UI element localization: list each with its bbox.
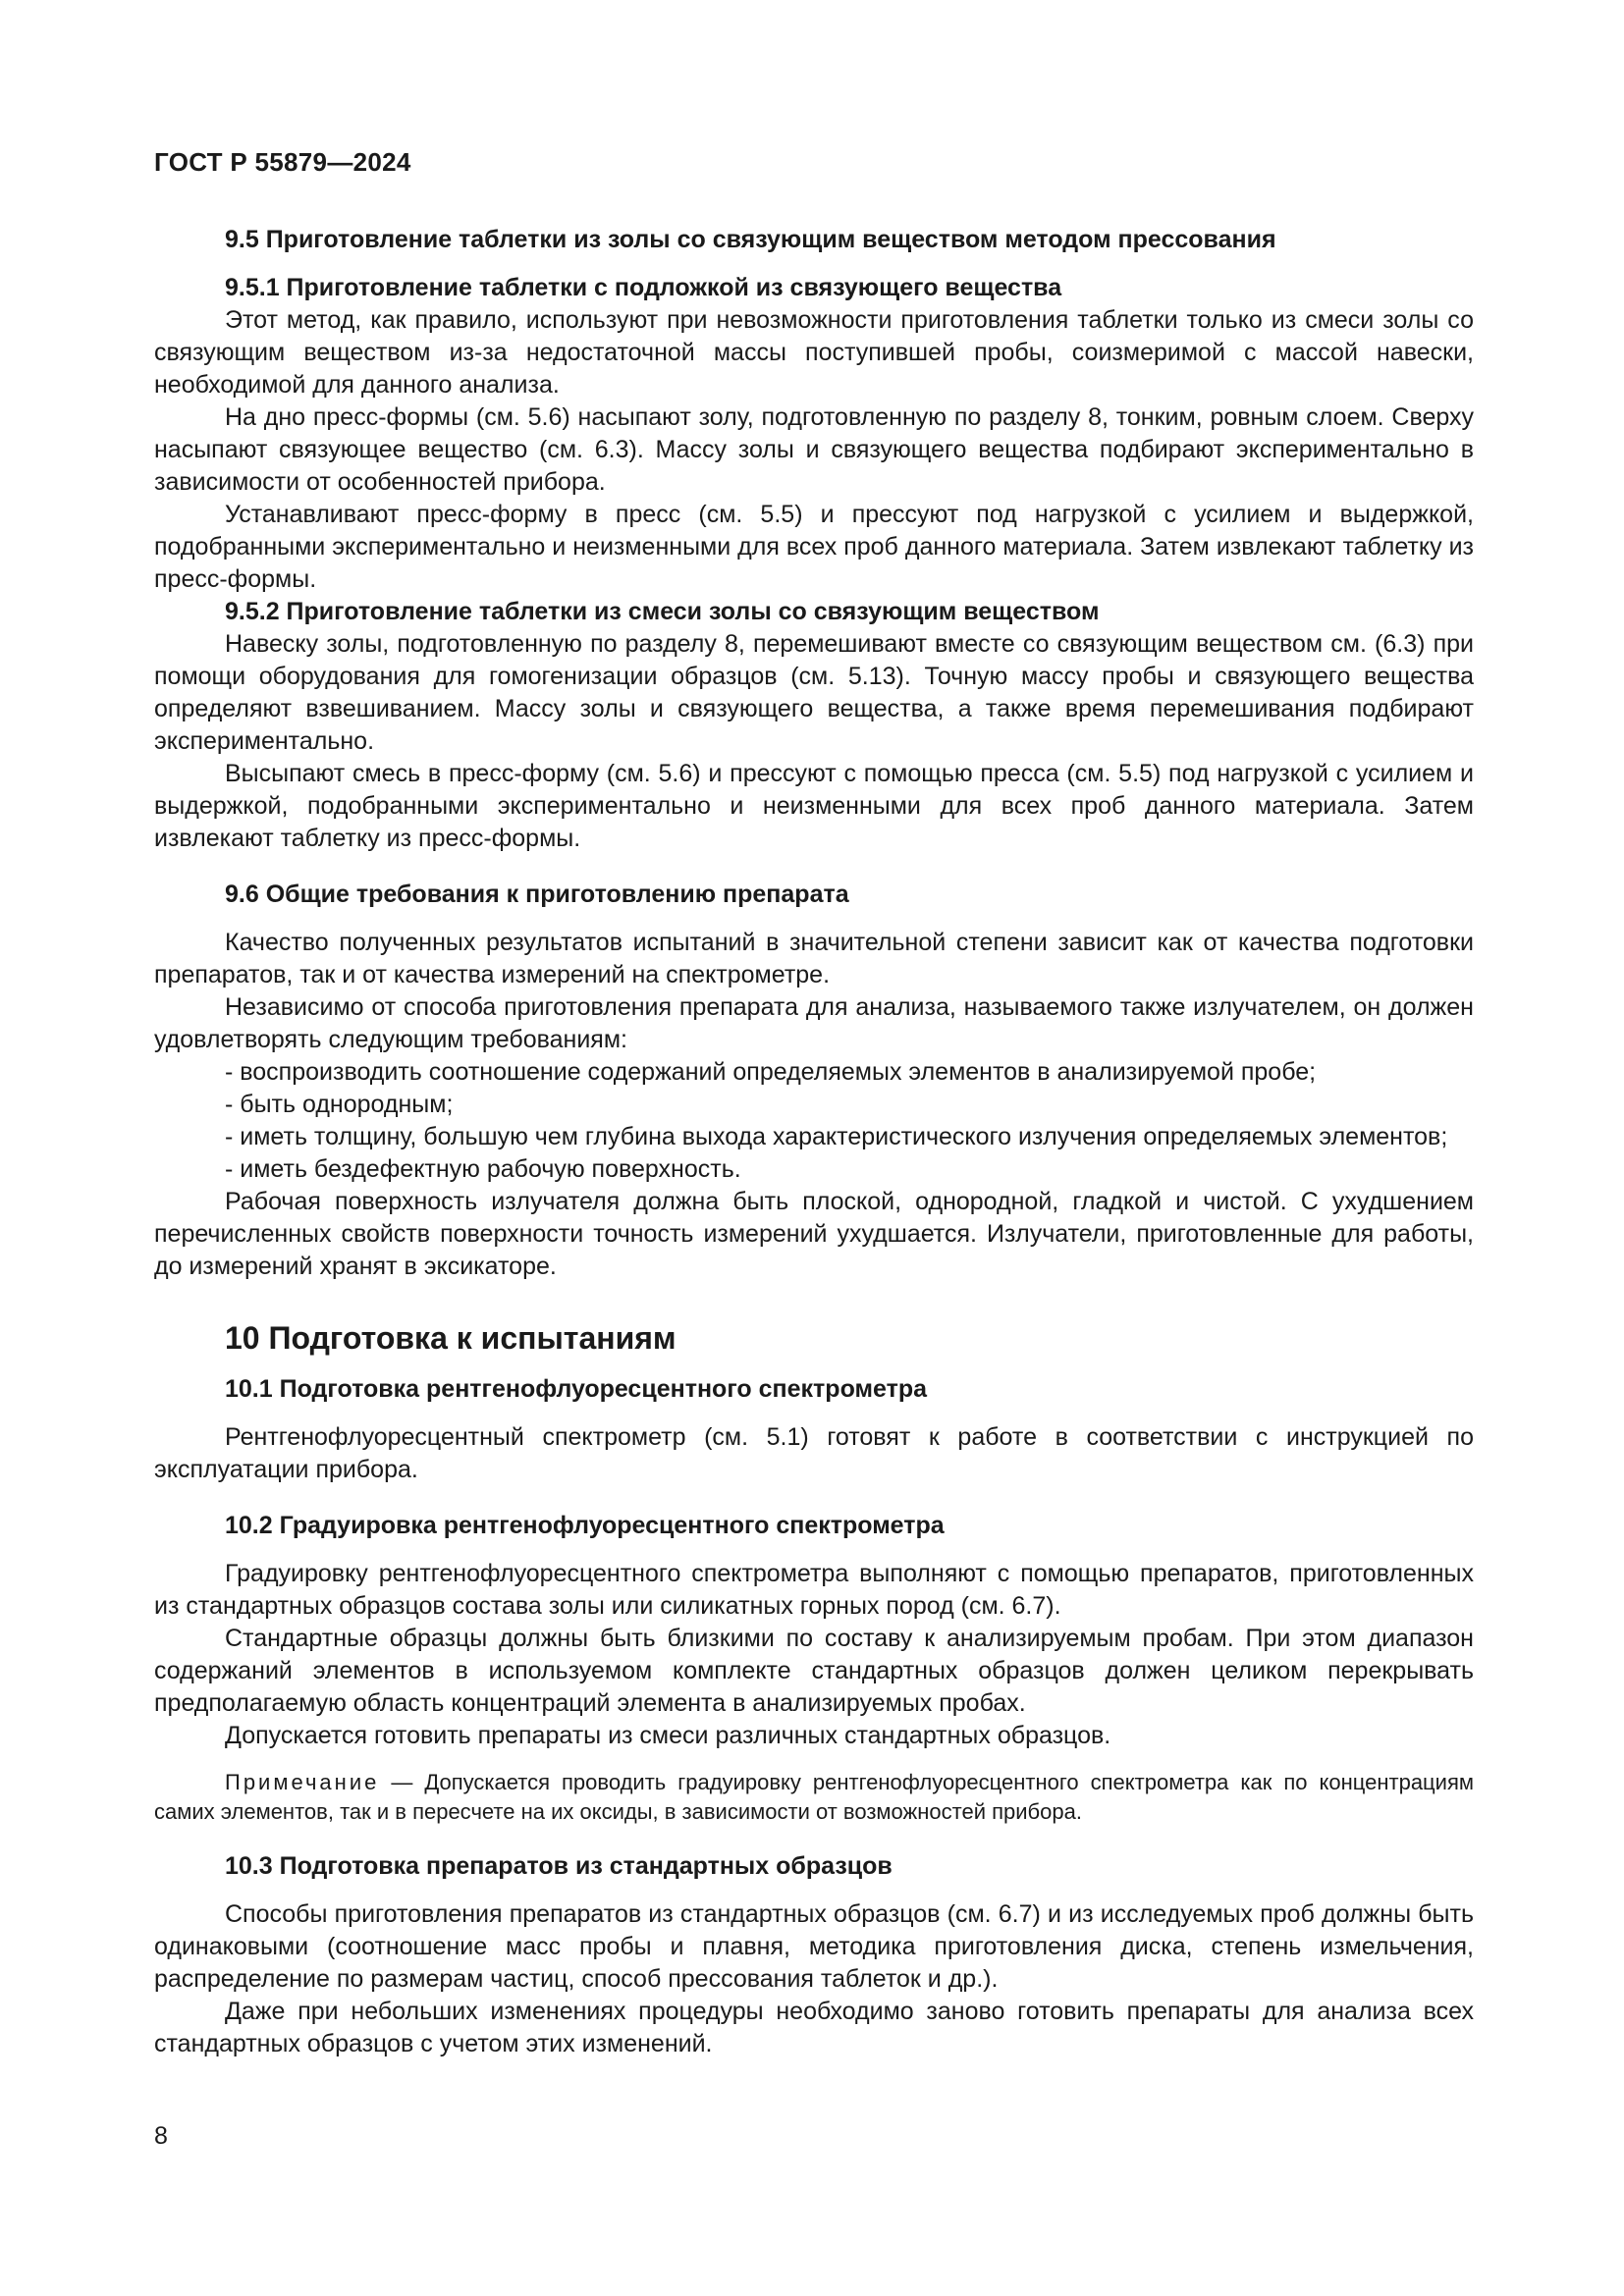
section-heading-10-1: 10.1 Подготовка рентгенофлуоресцентного спектрометра	[225, 1375, 927, 1403]
note-text: — Допускается проводить градуировку рентгенофлуоресцентного спектрометра как по концентрациям самих элементов, так и в пересчете на их оксиды, в зависимости от возможностей прибора.	[154, 1770, 1474, 1824]
paragraph: Допускается готовить препараты из смеси различных стандартных образцов.	[225, 1722, 1111, 1749]
paragraph: На дно пресс-формы (см. 5.6) насыпают золу, подготовленную по разделу 8, тонким, ровным слоем. Сверху насыпают связующее вещество (см. 6.3). Массу золы и связующего вещества подбирают экспериментально в зависимости от особенностей прибора.	[154, 403, 1474, 496]
paragraph: Качество полученных результатов испытаний в значительной степени зависит как от качества подготовки препаратов, так и от качества измерений на спектрометре.	[154, 929, 1474, 988]
list-item: - быть однородным;	[225, 1091, 454, 1118]
paragraph: Способы приготовления препаратов из стандартных образцов (см. 6.7) и из исследуемых проб должны быть одинаковыми (соотношение масс пробы и плавня, методика приготовления диска, степень измельчения, распределение по размерам частиц, способ прессования таблеток и др.).	[154, 1900, 1474, 1993]
section-heading-9-5-2: 9.5.2 Приготовление таблетки из смеси золы со связующим веществом	[225, 598, 1100, 625]
paragraph: Рентгенофлуоресцентный спектрометр (см. 5.1) готовят к работе в соответствии с инструкцией по эксплуатации прибора.	[154, 1423, 1474, 1483]
section-heading-9-5-1: 9.5.1 Приготовление таблетки с подложкой из связующего вещества	[225, 274, 1062, 301]
list-item: - воспроизводить соотношение содержаний определяемых элементов в анализируемой пробе;	[225, 1058, 1317, 1086]
list-item: - иметь бездефектную рабочую поверхность.	[225, 1155, 741, 1183]
list-item: - иметь толщину, большую чем глубина выхода характеристического излучения определяемых элементов;	[225, 1123, 1448, 1150]
page-number: 8	[154, 2122, 168, 2150]
paragraph: Высыпают смесь в пресс-форму (см. 5.6) и прессуют с помощью пресса (см. 5.5) под нагрузкой с усилием и выдержкой, подобранными экспериментально и неизменными для всех проб данного материала. Затем извлекают таблетку из пресс-формы.	[154, 760, 1474, 852]
section-heading-10-2: 10.2 Градуировка рентгенофлуоресцентного спектрометра	[225, 1512, 945, 1539]
section-heading-10: 10 Подготовка к испытаниям	[225, 1320, 677, 1356]
note	[154, 1768, 1474, 1827]
document-code-header: ГОСТ Р 55879—2024	[154, 147, 411, 177]
paragraph: Стандартные образцы должны быть близкими по составу к анализируемым пробам. При этом диапазон содержаний элементов в используемом комплекте стандартных образцов должен целиком перекрывать предполагаемую область концентраций элемента в анализируемых пробах.	[154, 1625, 1474, 1717]
page-content	[154, 224, 1474, 2060]
paragraph: Устанавливают пресс-форму в пресс (см. 5.5) и прессуют под нагрузкой с усилием и выдержкой, подобранными экспериментально и неизменными для всех проб данного материала. Затем извлекают таблетку из пресс-формы.	[154, 501, 1474, 593]
section-heading-9-6: 9.6 Общие требования к приготовлению препарата	[225, 881, 849, 908]
paragraph: Градуировку рентгенофлуоресцентного спектрометра выполняют с помощью препаратов, приготовленных из стандартных образцов состава золы или силикатных горных пород (см. 6.7).	[154, 1560, 1474, 1620]
paragraph: Навеску золы, подготовленную по разделу 8, перемешивают вместе со связующим веществом см. (6.3) при помощи оборудования для гомогенизации образцов (см. 5.13). Точную массу пробы и связующего вещества определяют взвешиванием. Массу золы и связующего вещества, а также время перемешивания подбирают экспериментально.	[154, 630, 1474, 755]
paragraph: Этот метод, как правило, используют при невозможности приготовления таблетки только из смеси золы со связующим веществом из-за недостаточной массы поступившей пробы, соизмеримой с массой навески, необходимой для данного анализа.	[154, 306, 1474, 399]
section-heading-9-5: 9.5 Приготовление таблетки из золы со связующим веществом методом прессования	[225, 226, 1276, 253]
paragraph: Рабочая поверхность излучателя должна быть плоской, однородной, гладкой и чистой. С ухудшением перечисленных свойств поверхности точность измерений ухудшается. Излучатели, приготовленные для работы, до измерений хранят в эксикаторе.	[154, 1188, 1474, 1280]
note-label: Примечание	[225, 1770, 380, 1794]
paragraph: Независимо от способа приготовления препарата для анализа, называемого также излучателем, он должен удовлетворять следующим требованиям:	[154, 993, 1474, 1053]
paragraph: Даже при небольших изменениях процедуры необходимо заново готовить препараты для анализа всех стандартных образцов с учетом этих изменений.	[154, 1998, 1474, 2057]
section-heading-10-3: 10.3 Подготовка препаратов из стандартных образцов	[225, 1852, 893, 1880]
